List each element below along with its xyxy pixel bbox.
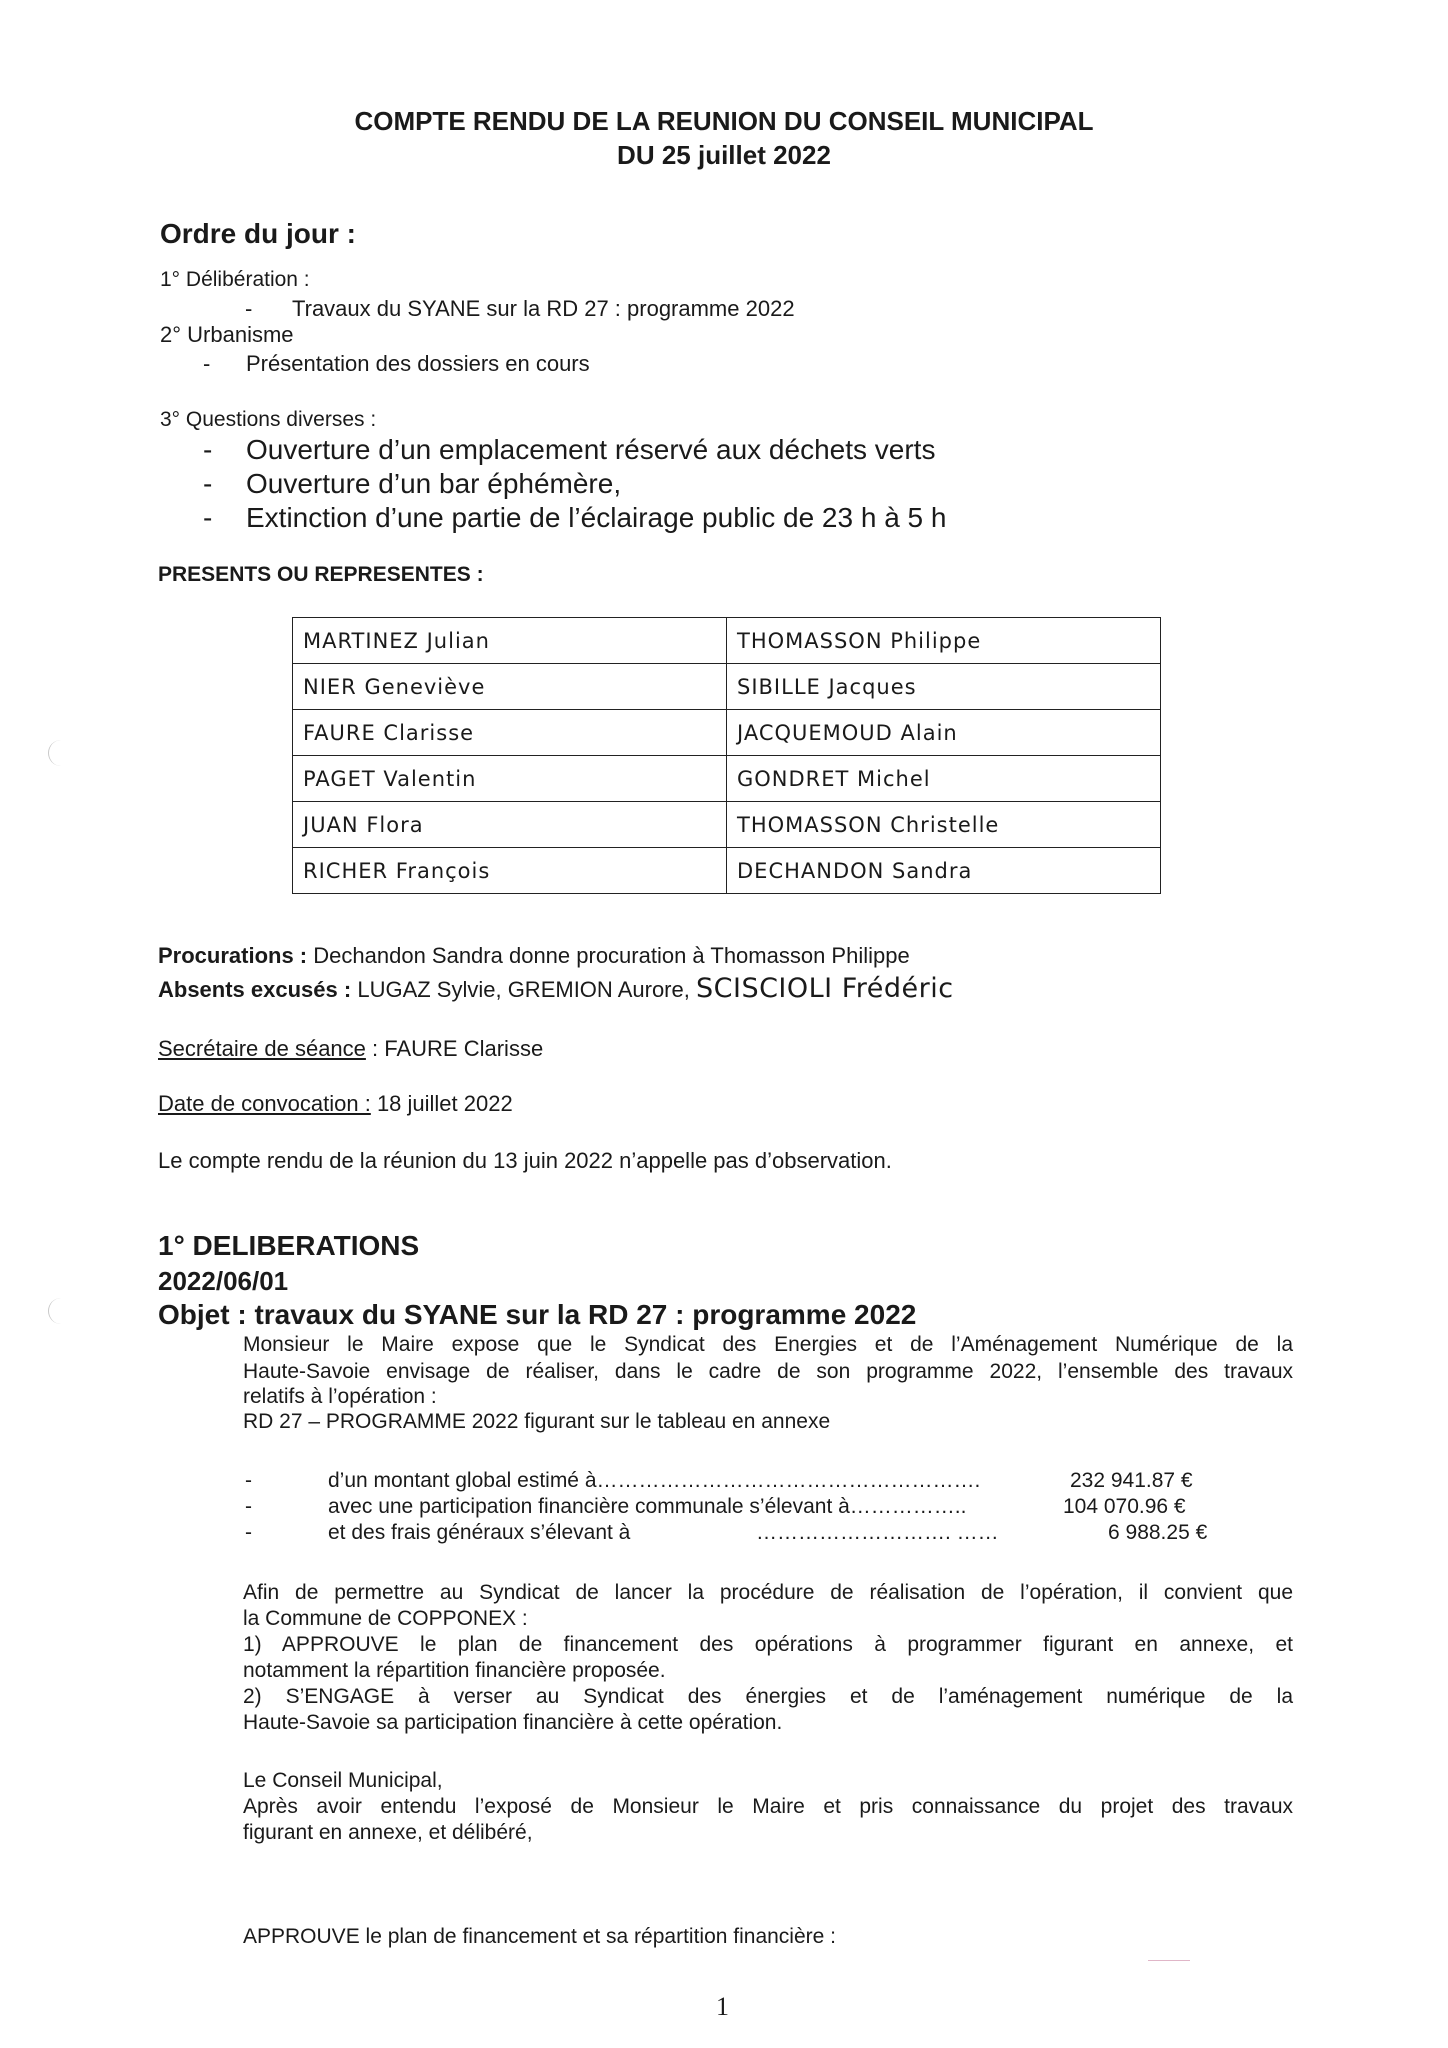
- amount-dash-3: -: [245, 1521, 252, 1544]
- afin-line-5: 2) S’ENGAGE à verser au Syndicat des énergies et de l’aménagement numérique de la: [243, 1685, 1293, 1708]
- member-cell: THOMASSON Philippe: [727, 618, 1161, 664]
- convocation-text: 18 juillet 2022: [376, 1091, 513, 1116]
- member-cell: GONDRET Michel: [727, 756, 1161, 802]
- absents-text: LUGAZ Sylvie, GREMION Aurore,: [357, 977, 690, 1002]
- agenda-item-3-dash-3: -: [203, 502, 213, 533]
- scan-mark: [48, 1298, 63, 1324]
- afin-line-3: 1) APPROUVE le plan de financement des opérations à programmer figurant en annexe, et: [243, 1633, 1293, 1656]
- amount-label-1: d’un montant global estimé à……………………………………………….: [328, 1469, 981, 1492]
- document-title-line1: COMPTE RENDU DE LA REUNION DU CONSEIL MUNICIPAL: [354, 106, 1094, 136]
- absents-label: Absents excusés :: [158, 977, 352, 1002]
- convocation-line: [158, 1091, 513, 1117]
- table-row: [293, 756, 1161, 802]
- agenda-heading: Ordre du jour :: [160, 218, 356, 249]
- deliberation-number: 2022/06/01: [158, 1266, 289, 1296]
- procurations-line: [158, 943, 910, 969]
- agenda-item-1: 1° Délibération :: [160, 268, 310, 291]
- member-cell: MARTINEZ Julian: [293, 618, 727, 664]
- agenda-item-3-dash-2: -: [203, 468, 213, 499]
- agenda-item-3-dash-1: -: [203, 434, 213, 465]
- agenda-item-2-dash: -: [203, 351, 211, 376]
- member-cell: FAURE Clarisse: [293, 710, 727, 756]
- scan-mark: [1148, 1960, 1190, 1961]
- approuve-line: APPROUVE le plan de financement et sa répartition financière :: [243, 1925, 836, 1948]
- afin-line-4: notamment la répartition financière proposée.: [243, 1659, 666, 1682]
- compte-rendu-note: Le compte rendu de la réunion du 13 juin 2022 n’appelle pas d’observation.: [158, 1148, 892, 1173]
- amount-dash-1: -: [245, 1469, 252, 1492]
- intro-line-4: RD 27 – PROGRAMME 2022 figurant sur le tableau en annexe: [243, 1410, 831, 1433]
- conseil-line-3: figurant en annexe, et délibéré,: [243, 1821, 533, 1844]
- amount-dash-2: -: [245, 1495, 252, 1518]
- section-deliberations: 1° DELIBERATIONS: [158, 1230, 420, 1261]
- conseil-line-1: Le Conseil Municipal,: [243, 1769, 443, 1792]
- afin-line-6: Haute-Savoie sa participation financière à cette opération.: [243, 1711, 783, 1734]
- amount-value-3: 6 988.25 €: [1108, 1521, 1208, 1544]
- amount-label-2: avec une participation financière communale s’élevant à……………..: [328, 1495, 967, 1518]
- amount-dots-3: ………………………. ……: [756, 1521, 999, 1544]
- member-cell: NIER Geneviève: [293, 664, 727, 710]
- member-cell: JUAN Flora: [293, 802, 727, 848]
- procurations-text: Dechandon Sandra donne procuration à Thomasson Philippe: [313, 943, 910, 968]
- procurations-label: Procurations :: [158, 943, 308, 968]
- afin-line-1: Afin de permettre au Syndicat de lancer la procédure de réalisation de l’opération, il convient que: [243, 1581, 1293, 1604]
- deliberation-objet: Objet : travaux du SYANE sur la RD 27 : programme 2022: [158, 1299, 917, 1330]
- agenda-item-3-sub-1: Ouverture d’un emplacement réservé aux déchets verts: [246, 434, 936, 465]
- secretaire-line: [158, 1036, 543, 1062]
- intro-line-2: Haute-Savoie envisage de réaliser, dans le cadre de son programme 2022, l’ensemble des travaux: [243, 1360, 1293, 1383]
- table-row: [293, 710, 1161, 756]
- presents-heading: PRESENTS OU REPRESENTES :: [158, 563, 484, 586]
- page-number: 1: [716, 1992, 729, 2021]
- document-title-line2: DU 25 juillet 2022: [617, 140, 831, 170]
- amount-value-1: 232 941.87 €: [1070, 1469, 1193, 1492]
- member-cell: DECHANDON Sandra: [727, 848, 1161, 894]
- member-cell: JACQUEMOUD Alain: [727, 710, 1161, 756]
- amount-value-2: 104 070.96 €: [1063, 1495, 1186, 1518]
- member-cell: SIBILLE Jacques: [727, 664, 1161, 710]
- absents-line: [158, 973, 954, 1004]
- members-table: [292, 617, 1161, 894]
- intro-line-1: Monsieur le Maire expose que le Syndicat des Energies et de l’Aménagement Numérique de la: [243, 1333, 1293, 1356]
- intro-line-3: relatifs à l’opération :: [243, 1385, 437, 1408]
- agenda-item-3-sub-2: Ouverture d’un bar éphémère,: [246, 468, 622, 499]
- table-row: [293, 618, 1161, 664]
- agenda-item-2-sub: Présentation des dossiers en cours: [246, 351, 590, 376]
- afin-line-2: la Commune de COPPONEX :: [243, 1607, 528, 1630]
- secretaire-label: Secrétaire de séance: [158, 1036, 366, 1061]
- member-cell: THOMASSON Christelle: [727, 802, 1161, 848]
- absents-text-big: SCISCIOLI Frédéric: [695, 973, 954, 1004]
- agenda-item-1-sub: Travaux du SYANE sur la RD 27 : programme 2022: [292, 296, 795, 321]
- agenda-item-1-dash: -: [245, 296, 253, 321]
- agenda-item-3: 3° Questions diverses :: [160, 408, 377, 431]
- agenda-item-2: 2° Urbanisme: [160, 322, 294, 347]
- table-row: [293, 802, 1161, 848]
- scan-mark: [48, 740, 63, 766]
- agenda-item-3-sub-3: Extinction d’une partie de l’éclairage public de 23 h à 5 h: [246, 502, 947, 533]
- table-row: [293, 664, 1161, 710]
- secretaire-text: : FAURE Clarisse: [372, 1036, 544, 1061]
- convocation-label: Date de convocation :: [158, 1091, 371, 1116]
- amount-label-3: et des frais généraux s’élevant à: [328, 1521, 631, 1544]
- member-cell: PAGET Valentin: [293, 756, 727, 802]
- member-cell: RICHER François: [293, 848, 727, 894]
- conseil-line-2: Après avoir entendu l’exposé de Monsieur le Maire et pris connaissance du projet des travaux: [243, 1795, 1293, 1818]
- table-row: [293, 848, 1161, 894]
